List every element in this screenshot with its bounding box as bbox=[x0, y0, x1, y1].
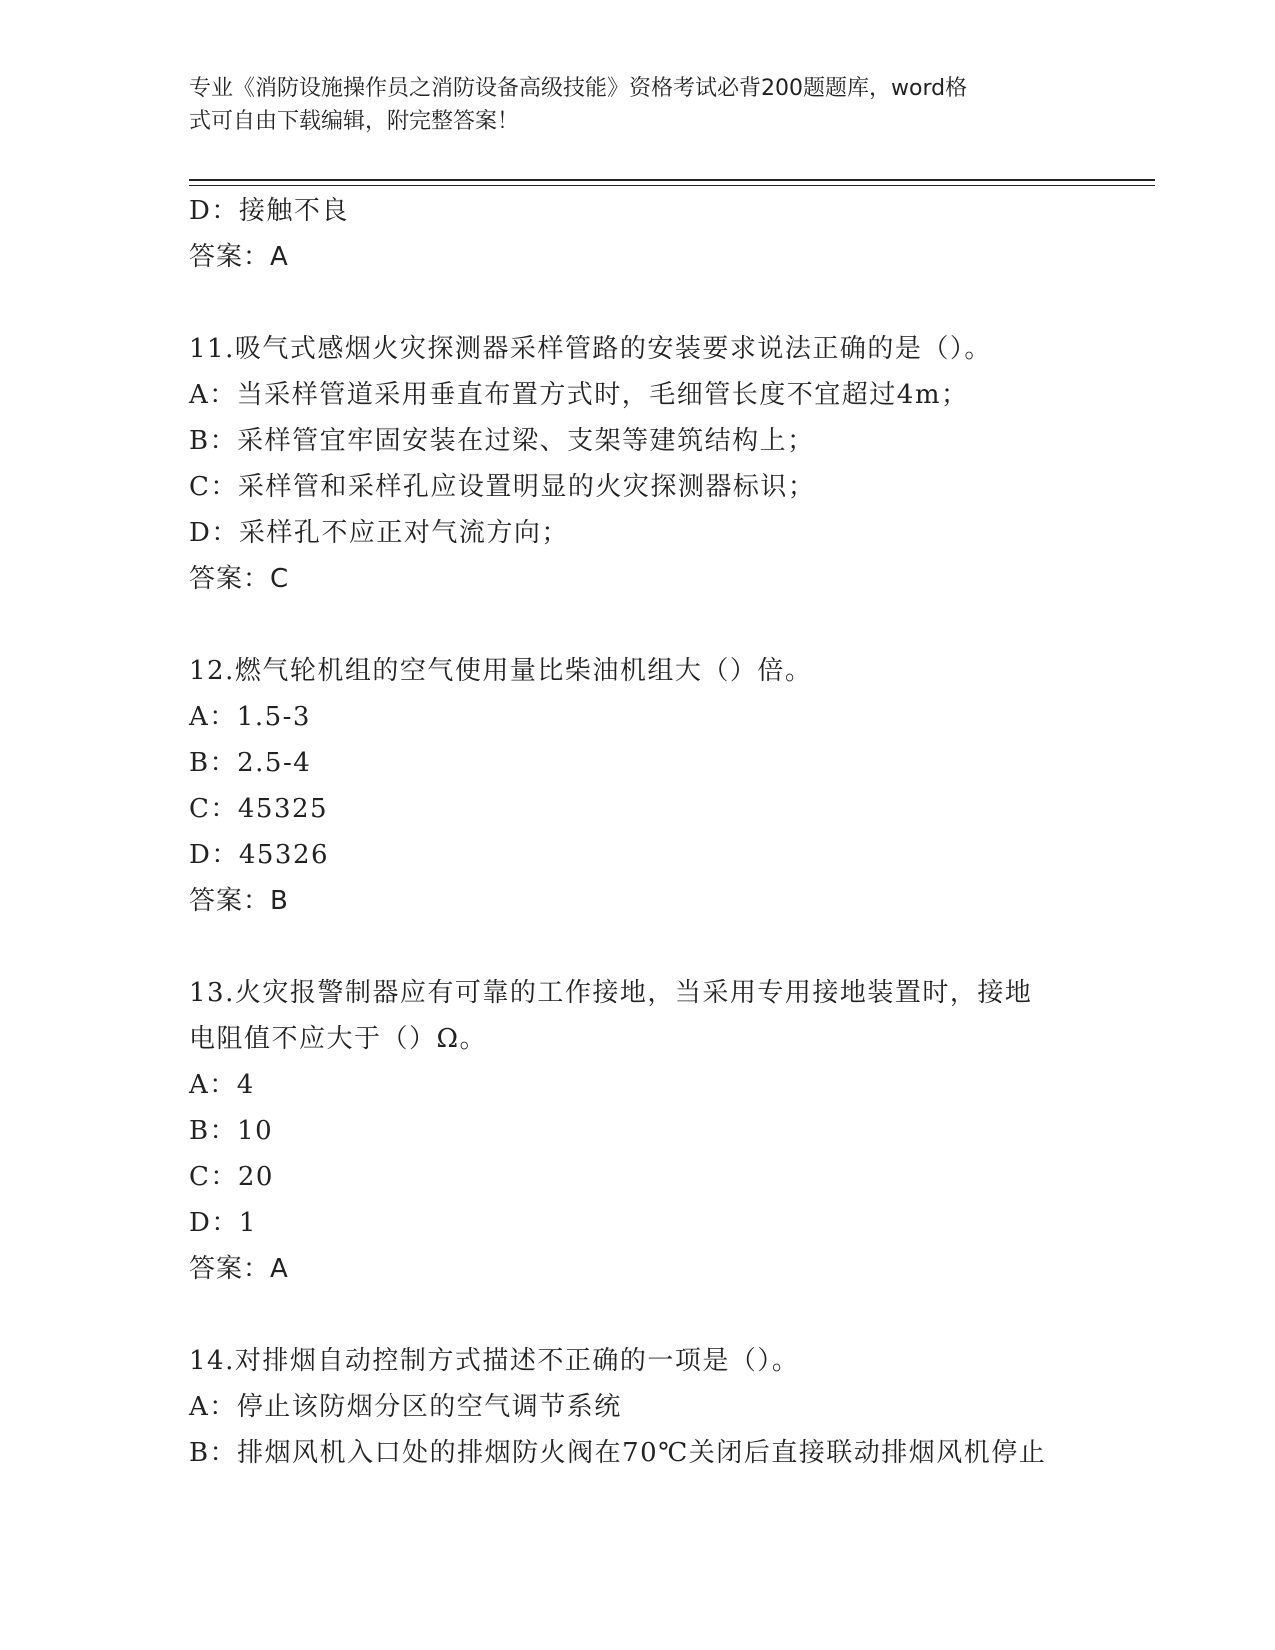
option-d: D：采样孔不应正对气流方向； bbox=[189, 518, 569, 548]
question-list bbox=[189, 188, 1089, 1476]
option-a: A：4 bbox=[189, 1070, 255, 1100]
question-stem: 11.吸气式感烟火灾探测器采样管路的安装要求说法正确的是（）。 bbox=[189, 334, 992, 364]
header-line-2: 式可自由下载编辑，附完整答案！ bbox=[189, 109, 520, 134]
option-b: B：采样管宜牢固安装在过梁、支架等建筑结构上； bbox=[189, 426, 815, 456]
option-b: B：排烟风机入口处的排烟防火阀在70℃关闭后直接联动排烟风机停止 bbox=[189, 1438, 1047, 1468]
option-d: D：45326 bbox=[189, 840, 330, 870]
option-a: A：1.5-3 bbox=[189, 702, 311, 732]
question-14 bbox=[189, 1338, 1089, 1476]
option-d: D：1 bbox=[189, 1208, 257, 1238]
question-11 bbox=[189, 326, 1089, 602]
option-a: A：当采样管道采用垂直布置方式时，毛细管长度不宜超过4m； bbox=[189, 380, 969, 410]
option-c: C：45325 bbox=[189, 794, 329, 824]
document-header bbox=[189, 72, 1069, 138]
answer-line: 答案：B bbox=[189, 886, 289, 916]
question-stem-line-2: 电阻值不应大于（）Ω。 bbox=[189, 1024, 488, 1054]
header-rule-thin bbox=[189, 185, 1155, 186]
option-c: C：20 bbox=[189, 1162, 274, 1192]
option-d: D：接触不良 bbox=[189, 196, 349, 226]
question-13 bbox=[189, 970, 1089, 1292]
question-stem: 14.对排烟自动控制方式描述不正确的一项是（）。 bbox=[189, 1346, 800, 1376]
header-rule-thick bbox=[189, 179, 1155, 181]
option-b: B：10 bbox=[189, 1116, 274, 1146]
answer-line: 答案：A bbox=[189, 1254, 289, 1284]
answer-line: 答案：A bbox=[189, 242, 289, 272]
question-stem: 12.燃气轮机组的空气使用量比柴油机组大（）倍。 bbox=[189, 656, 813, 686]
question-stem-line-1: 13.火灾报警制器应有可靠的工作接地，当采用专用接地装置时，接地 bbox=[189, 978, 1033, 1008]
question-12 bbox=[189, 648, 1089, 924]
answer-line: 答案：C bbox=[189, 564, 290, 594]
option-a: A：停止该防烟分区的空气调节系统 bbox=[189, 1392, 622, 1422]
option-b: B：2.5-4 bbox=[189, 748, 312, 778]
option-c: C：采样管和采样孔应设置明显的火灾探测器标识； bbox=[189, 472, 816, 502]
header-line-1: 专业《消防设施操作员之消防设备高级技能》资格考试必背200题题库，word格 bbox=[189, 76, 968, 101]
